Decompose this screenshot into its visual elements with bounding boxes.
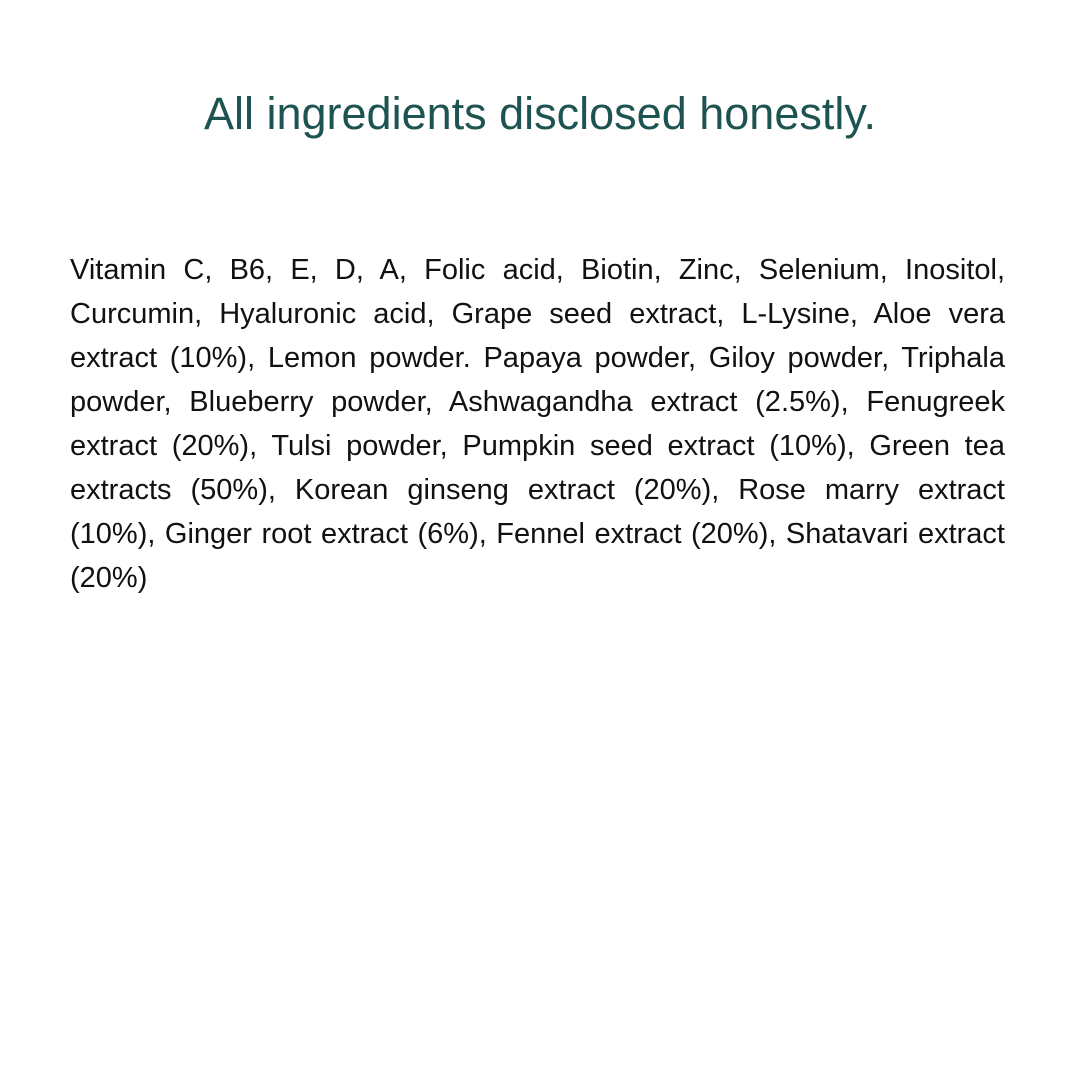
ingredients-list: Vitamin C, B6, E, D, A, Folic acid, Biotin, Zinc, Selenium, Inositol, Curcumin, Hyaluronic acid, Grape seed extract, L-Lysine, Aloe vera extract (10%), Lemon powder. Papaya powder, Giloy powder, Triphala powder, Blueberry powder, Ashwagandha extract (2.5%), Fenugreek extract (20%), Tulsi powder, Pumpkin seed extract (10%), Green tea extracts (50%), Korean ginseng extract (20%), Rose marry extract (10%), Ginger root extract (6%), Fennel extract (20%), Shatavari extract (20%) bbox=[70, 254, 1005, 594]
page-title: All ingredients disclosed honestly. bbox=[203, 88, 877, 139]
